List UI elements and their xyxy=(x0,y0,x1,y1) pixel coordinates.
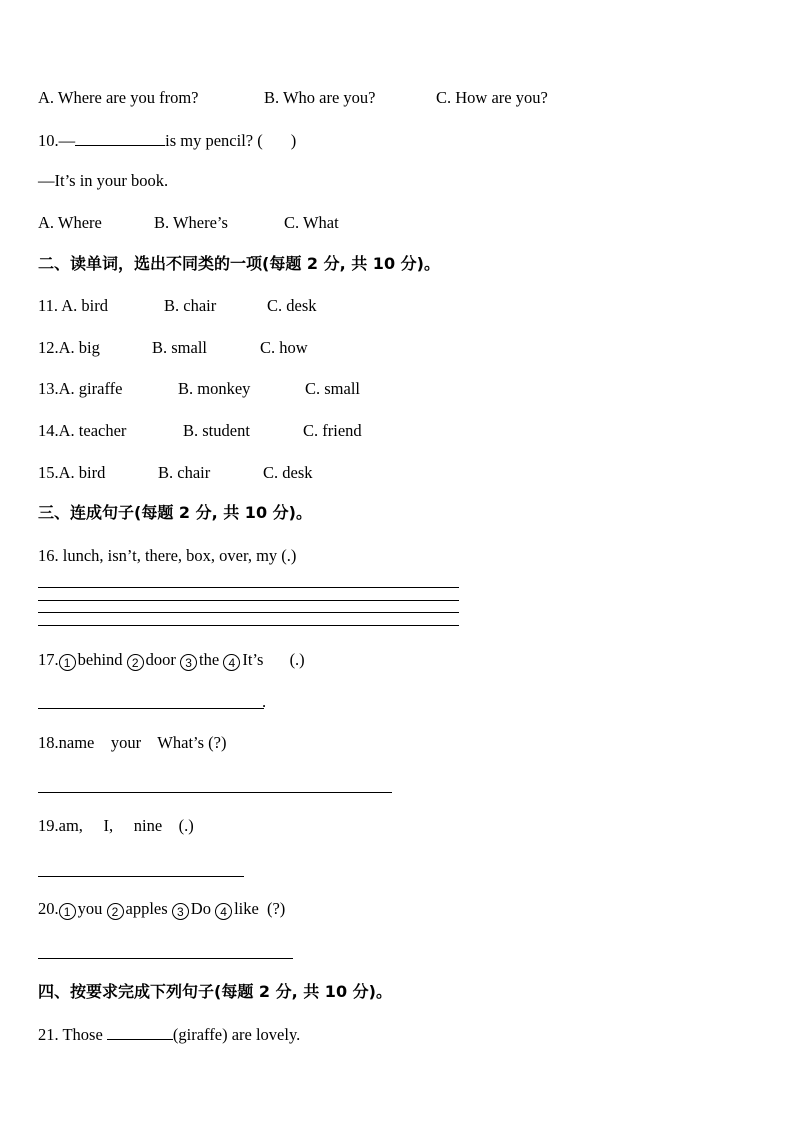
q9-option-b: B. Who are you? xyxy=(264,88,376,107)
q10-option-a: A. Where xyxy=(38,213,102,232)
q11-option-c: C. desk xyxy=(267,296,317,315)
q13-option-b: B. monkey xyxy=(178,379,251,398)
q11-option-a: 11. A. bird xyxy=(38,296,108,315)
q17-mark-1: 1 xyxy=(59,654,76,671)
q20-mark-1: 1 xyxy=(59,903,76,920)
q17-mark-4: 4 xyxy=(223,654,240,671)
q13-option-a: 13.A. giraffe xyxy=(38,379,123,398)
q20-punctuation: (?) xyxy=(266,899,286,918)
q10-answer-blank[interactable] xyxy=(75,130,165,146)
q21-suffix: are lovely. xyxy=(231,1025,301,1044)
q11-option-b: B. chair xyxy=(164,296,217,315)
q12-option-c: C. how xyxy=(260,338,308,357)
q12-option-a: 12.A. big xyxy=(38,338,100,357)
q16-answer-line[interactable] xyxy=(38,612,459,613)
q10-option-b: B. Where’s xyxy=(154,213,228,232)
q20-mark-4: 4 xyxy=(215,903,232,920)
q10-close: ) xyxy=(290,131,297,150)
q9-option-c: C. How are you? xyxy=(436,88,548,107)
q21-prompt xyxy=(38,1024,300,1045)
q20-mark-3: 3 xyxy=(172,903,189,920)
q21-hint: (giraffe) xyxy=(172,1025,228,1044)
q16-prompt: 16. lunch, isn’t, there, box, over, my (.) xyxy=(38,546,297,565)
q9-option-a: A. Where are you from? xyxy=(38,88,199,107)
q18-answer-line[interactable] xyxy=(38,792,392,793)
q16-answer-line[interactable] xyxy=(38,587,459,588)
q17-word-2: door xyxy=(145,650,176,669)
q14-option-b: B. student xyxy=(183,421,250,440)
section-3-heading: 三、连成句子(每题 2 分, 共 10 分)。 xyxy=(38,503,312,522)
q13-option-c: C. small xyxy=(305,379,361,398)
q19-prompt: 19.am, I, nine (.) xyxy=(38,816,194,835)
q17-answer-line[interactable] xyxy=(38,708,264,709)
q20-prompt xyxy=(38,899,285,920)
section-2-heading: 二、读单词，选出不同类的一项(每题 2 分, 共 10 分)。 xyxy=(38,254,440,273)
q21-prefix: 21. Those xyxy=(38,1025,103,1044)
q15-option-a: 15.A. bird xyxy=(38,463,106,482)
q10-suffix: is my pencil? ( xyxy=(165,131,263,150)
section-4-heading: 四、按要求完成下列句子(每题 2 分, 共 10 分)。 xyxy=(38,982,392,1001)
q20-mark-2: 2 xyxy=(107,903,124,920)
q20-word-1: you xyxy=(77,899,103,918)
q10-prefix: 10.— xyxy=(38,131,76,150)
q15-option-c: C. desk xyxy=(263,463,313,482)
q10-option-c: C. What xyxy=(284,213,339,232)
q14-option-c: C. friend xyxy=(303,421,362,440)
q10-answer-line: —It’s in your book. xyxy=(38,171,169,190)
q15-option-b: B. chair xyxy=(158,463,211,482)
q17-mark-2: 2 xyxy=(127,654,144,671)
q17-mark-3: 3 xyxy=(180,654,197,671)
q17-word-1: behind xyxy=(77,650,123,669)
q20-number: 20. xyxy=(38,899,59,918)
q20-word-4: like xyxy=(234,899,259,918)
q20-word-2: apples xyxy=(125,899,168,918)
q20-answer-line[interactable] xyxy=(38,958,293,959)
q17-punctuation: (.) xyxy=(289,650,305,669)
q17-word-4: It’s xyxy=(242,650,264,669)
q21-answer-blank[interactable] xyxy=(107,1024,173,1040)
q19-answer-line[interactable] xyxy=(38,876,244,877)
q17-end-period: . xyxy=(262,692,267,711)
q17-word-3: the xyxy=(199,650,220,669)
q18-prompt: 18.name your What’s (?) xyxy=(38,733,227,752)
q16-answer-line[interactable] xyxy=(38,600,459,601)
q10-question xyxy=(38,130,296,151)
q17-number: 17. xyxy=(38,650,59,669)
q16-answer-line[interactable] xyxy=(38,625,459,626)
q20-word-3: Do xyxy=(190,899,211,918)
q14-option-a: 14.A. teacher xyxy=(38,421,127,440)
q17-prompt xyxy=(38,650,305,671)
q12-option-b: B. small xyxy=(152,338,208,357)
